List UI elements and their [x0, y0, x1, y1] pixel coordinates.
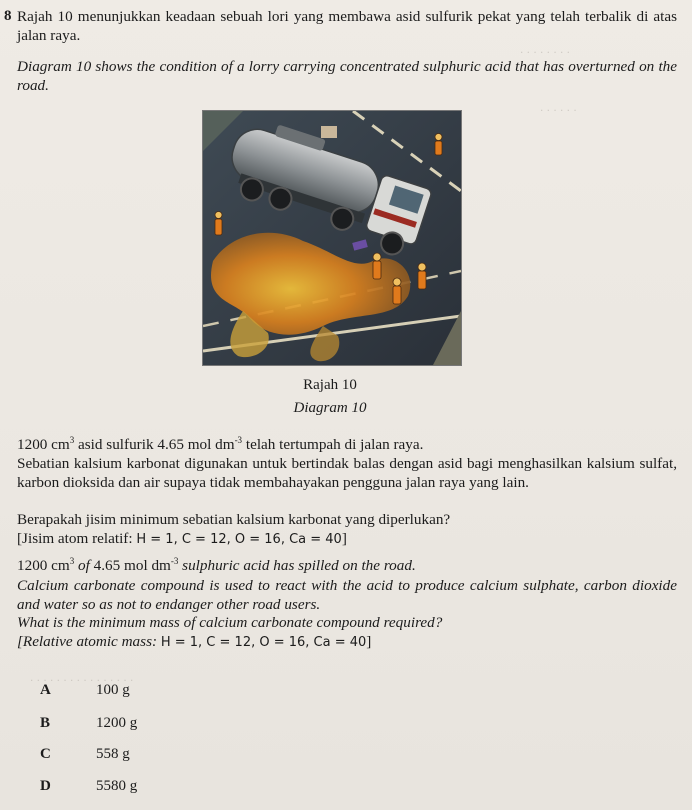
option-d-text[interactable]: 5580 g [96, 778, 138, 794]
malay-intro: Rajah 10 menunjukkan keadaan sebuah lori yang membawa asid sulfurik pekat yang telah terbalik di atas jalan raya. [17, 8, 677, 44]
option-b-text[interactable]: 1200 g [96, 715, 138, 731]
english-body: Calcium carbonate compound is used to react with the acid to produce calcium sulphate, carbon dioxide and water so as not to endanger other road users. [17, 577, 677, 613]
english-of-label: of [74, 557, 94, 574]
malay-spill-statement [17, 436, 677, 455]
malay-body: Sebatian kalsium karbonat digunakan untuk bertindak balas dengan asid bagi menghasilkan kalsium sulfat, karbon dioksida dan air supaya tidak membahayakan pengguna jalan raya yang lain. [17, 455, 677, 491]
option-d-letter[interactable]: D [40, 778, 51, 794]
english-relative-atomic-mass [17, 633, 677, 653]
lorry-accident-image [202, 110, 462, 366]
english-spill-statement [17, 557, 677, 576]
bracket-close: ] [366, 633, 372, 650]
english-concentration: 4.65 mol dm [93, 557, 171, 574]
malay-concentration: 4.65 mol dm [157, 436, 235, 453]
option-c-letter[interactable]: C [40, 746, 51, 762]
malay-relative-atomic-mass [17, 530, 677, 550]
option-b-letter[interactable]: B [40, 715, 51, 731]
question-number: 8 [4, 8, 12, 24]
english-question: What is the minimum mass of calcium carbonate compound required? [17, 614, 443, 631]
bracket-close: ] [341, 530, 347, 547]
figure-caption-malay: Rajah 10 [303, 377, 357, 393]
show-through-text: . . . . . . . . . . . . . . . . [30, 670, 134, 684]
superscript-minus-3: -3 [234, 434, 243, 445]
english-intro: Diagram 10 shows the condition of a lorry carrying concentrated sulphuric acid that has overturned on the road. [17, 58, 677, 94]
malay-question: Berapakah jisim minimum sebatian kalsium karbonat yang diperlukan? [17, 511, 451, 528]
option-c-text[interactable]: 558 g [96, 746, 130, 762]
english-spill-text: sulphuric acid has spilled on the road. [178, 557, 416, 574]
superscript-minus-3: -3 [170, 555, 179, 566]
option-a-letter[interactable]: A [40, 682, 51, 698]
english-ram-label: [Relative atomic mass: [17, 633, 161, 650]
option-a-text[interactable]: 100 g [96, 682, 130, 698]
malay-ram-label: [Jisim atom relatif: [17, 530, 137, 547]
lorry-accident-illustration [203, 111, 461, 365]
show-through-text: . . . . . . [540, 100, 577, 114]
show-through-text: . . . . . . . . [520, 42, 571, 56]
figure-caption-english: Diagram 10 [293, 400, 367, 416]
ram-values: H = 1, C = 12, O = 16, Ca = 40 [136, 532, 342, 547]
malay-acid-label: asid sulfurik [74, 436, 158, 453]
malay-volume: 1200 cm [17, 436, 70, 453]
malay-spill-text: telah tertumpah di jalan raya. [242, 436, 424, 453]
superscript-3: 3 [69, 555, 75, 566]
superscript-3: 3 [69, 434, 75, 445]
ram-values: H = 1, C = 12, O = 16, Ca = 40 [160, 635, 367, 650]
english-volume: 1200 cm [17, 557, 70, 574]
